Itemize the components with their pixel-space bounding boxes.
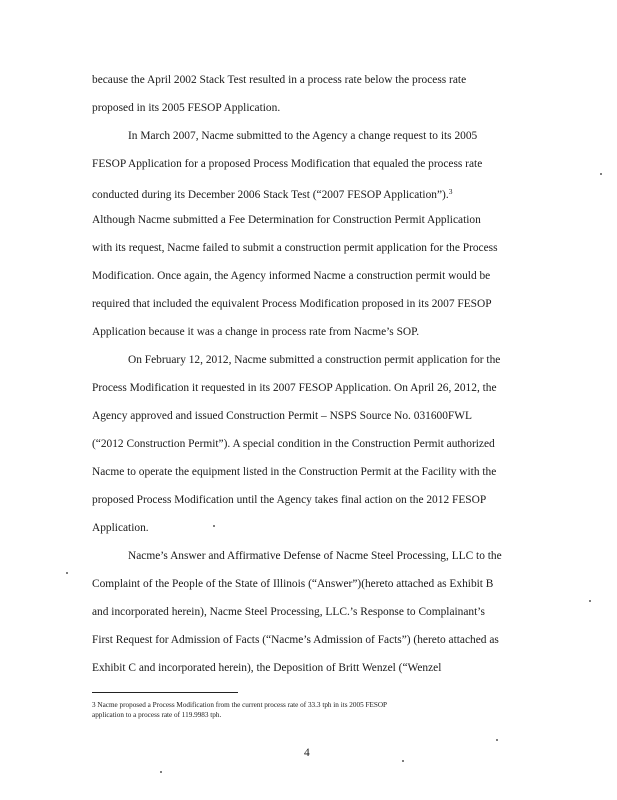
scan-speck (402, 760, 404, 762)
body-text-line: Modification. Once again, the Agency informed Nacme a construction permit would be (92, 270, 491, 282)
body-text-line: proposed Process Modification until the Agency takes final action on the 2012 FESOP (92, 494, 487, 506)
scan-speck (213, 525, 215, 527)
scan-speck (66, 572, 68, 574)
footnote-text: 3 Nacme proposed a Process Modification from the current process rate of 33.3 tph in its 2005 FESOP (92, 701, 388, 709)
paragraph-first-line: Nacme’s Answer and Affirmative Defense of Nacme Steel Processing, LLC to the (128, 550, 502, 562)
body-text-line: (“2012 Construction Permit”). A special condition in the Construction Permit authorized (92, 438, 495, 450)
body-text-line: Nacme to operate the equipment listed in the Construction Permit at the Facility with the (92, 466, 497, 478)
body-text-line: Application because it was a change in process rate from Nacme’s SOP. (92, 326, 420, 338)
body-text-line: FESOP Application for a proposed Process Modification that equaled the process rate (92, 158, 483, 170)
footnote-divider (92, 692, 238, 693)
footnote-text: application to a process rate of 119.9983 tph. (92, 711, 222, 719)
body-text-line: Although Nacme submitted a Fee Determination for Construction Permit Application (92, 214, 481, 226)
scan-speck (496, 739, 498, 741)
body-text-line (92, 185, 452, 202)
paragraph-first-line: In March 2007, Nacme submitted to the Agency a change request to its 2005 (128, 130, 478, 142)
body-text-line: First Request for Admission of Facts (“Nacme’s Admission of Facts”) (hereto attached as (92, 634, 499, 646)
scan-speck (589, 600, 591, 602)
body-text-line: and incorporated herein), Nacme Steel Processing, LLC.’s Response to Complainant’s (92, 606, 485, 618)
body-text-line: Agency approved and issued Construction Permit – NSPS Source No. 031600FWL (92, 410, 472, 422)
footnote-reference: 3 (448, 187, 453, 196)
body-text-line: Exhibit C and incorporated herein), the Deposition of Britt Wenzel (“Wenzel (92, 662, 442, 674)
body-text-line: Process Modification it requested in its 2007 FESOP Application. On April 26, 2012, the (92, 382, 497, 394)
body-text-line: because the April 2002 Stack Test resulted in a process rate below the process rate (92, 74, 467, 86)
body-text-line: Application. (92, 522, 149, 534)
paragraph-first-line: On February 12, 2012, Nacme submitted a construction permit application for the (128, 354, 501, 366)
body-text-line: with its request, Nacme failed to submit a construction permit application for the Process (92, 242, 498, 254)
body-text-span: conducted during its December 2006 Stack Test (“2007 FESOP Application”). (92, 189, 449, 201)
scan-speck (600, 173, 602, 175)
page-number: 4 (304, 747, 310, 759)
body-text-line: proposed in its 2005 FESOP Application. (92, 102, 281, 114)
body-text-line: required that included the equivalent Process Modification proposed in its 2007 FESOP (92, 298, 492, 310)
body-text-line: Complaint of the People of the State of Illinois (“Answer”)(hereto attached as Exhibit B (92, 578, 494, 590)
scan-speck (160, 771, 162, 773)
